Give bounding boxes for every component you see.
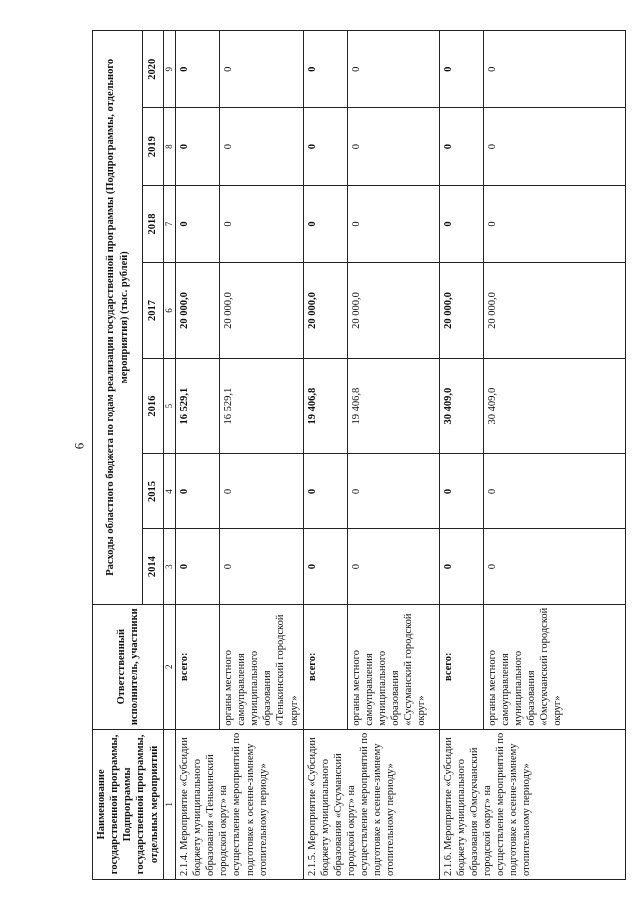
value-cell: 0 xyxy=(303,31,347,108)
value-cell: 0 xyxy=(347,185,439,262)
column-number: 6 xyxy=(163,263,175,359)
value-cell: 0 xyxy=(219,185,303,262)
value-cell: 0 xyxy=(483,185,625,262)
header-year: 2020 xyxy=(143,31,164,108)
value-cell: 0 xyxy=(175,185,219,262)
value-cell: 0 xyxy=(219,454,303,529)
executor-cell: органы местного самоуправления муниципального образования «Сусуманский городской округ» xyxy=(347,604,439,729)
header-year: 2015 xyxy=(143,454,164,529)
value-cell: 0 xyxy=(175,31,219,108)
value-cell: 0 xyxy=(347,108,439,185)
column-number: 5 xyxy=(163,358,175,454)
total-label: всего: xyxy=(175,604,219,729)
value-cell: 0 xyxy=(219,31,303,108)
value-cell: 0 xyxy=(439,185,483,262)
value-cell: 0 xyxy=(439,31,483,108)
value-cell: 0 xyxy=(347,529,439,604)
total-label: всего: xyxy=(439,604,483,729)
value-cell: 20 000,0 xyxy=(303,263,347,359)
executor-cell: органы местного самоуправления муниципального образования «Омсукчанский городской округ» xyxy=(483,604,625,729)
value-cell: 20 000,0 xyxy=(347,263,439,359)
value-cell: 20 000,0 xyxy=(439,263,483,359)
value-cell: 30 409,0 xyxy=(483,358,625,454)
value-cell: 20 000,0 xyxy=(219,263,303,359)
value-cell: 0 xyxy=(439,108,483,185)
value-cell: 0 xyxy=(347,31,439,108)
value-cell: 19 406,8 xyxy=(347,358,439,454)
page-number: 6 xyxy=(71,442,87,450)
value-cell: 0 xyxy=(219,529,303,604)
value-cell: 20 000,0 xyxy=(175,263,219,359)
column-number: 8 xyxy=(163,108,175,185)
value-cell: 30 409,0 xyxy=(439,358,483,454)
header-year: 2016 xyxy=(143,358,164,454)
header-year: 2018 xyxy=(143,185,164,262)
header-year: 2014 xyxy=(143,529,164,604)
column-number: 7 xyxy=(163,185,175,262)
value-cell: 0 xyxy=(303,529,347,604)
executor-cell: органы местного самоуправления муниципального образования «Тенькинский городской округ» xyxy=(219,604,303,729)
measure-cell: 2.1.4. Мероприятие «Субсидии бюджету муниципального образования «Тенькинский городской округ» на осуществление мероприятий по подготовке к осенне-зимнему отопительному периоду» xyxy=(175,729,303,879)
measure-cell: 2.1.6. Мероприятие «Субсидии бюджету муниципального образования «Омсукчанский городской округ» на осуществление мероприятий по подготовке к осенне-зимнему отопительному периоду» xyxy=(439,729,625,879)
value-cell: 19 406,8 xyxy=(303,358,347,454)
column-number: 3 xyxy=(163,529,175,604)
value-cell: 16 529,1 xyxy=(175,358,219,454)
value-cell: 0 xyxy=(303,108,347,185)
value-cell: 0 xyxy=(483,454,625,529)
column-number: 4 xyxy=(163,454,175,529)
table-row xyxy=(303,31,347,880)
value-cell: 0 xyxy=(483,529,625,604)
value-cell: 20 000,0 xyxy=(483,263,625,359)
column-number: 2 xyxy=(163,604,175,729)
header-year: 2019 xyxy=(143,108,164,185)
value-cell: 0 xyxy=(303,454,347,529)
table-row xyxy=(175,31,219,880)
value-cell: 0 xyxy=(347,454,439,529)
value-cell: 0 xyxy=(175,454,219,529)
column-number: 1 xyxy=(163,729,175,879)
rotated-table-wrapper xyxy=(92,30,604,880)
value-cell: 0 xyxy=(439,454,483,529)
header-year: 2017 xyxy=(143,263,164,359)
budget-table xyxy=(92,30,626,880)
value-cell: 0 xyxy=(439,529,483,604)
value-cell: 16 529,1 xyxy=(219,358,303,454)
header-executor: Ответственный исполнитель, участники xyxy=(93,604,164,729)
table-row xyxy=(439,31,483,880)
total-label: всего: xyxy=(303,604,347,729)
value-cell: 0 xyxy=(219,108,303,185)
header-expenses: Расходы областного бюджета по годам реализации государственной программы (Подпрограммы, отдельного мероприятия) (тыс. рублей) xyxy=(93,31,143,605)
value-cell: 0 xyxy=(483,108,625,185)
value-cell: 0 xyxy=(175,529,219,604)
column-number: 9 xyxy=(163,31,175,108)
header-name: Наименование государственной программы, Подпрограммы государственной программы, отдельных мероприятий xyxy=(93,729,164,879)
measure-cell: 2.1.5. Мероприятие «Субсидии бюджету муниципального образования «Сусуманский городской округ» на осуществление мероприятий по подготовке к осенне-зимнему отопительному периоду» xyxy=(303,729,439,879)
value-cell: 0 xyxy=(175,108,219,185)
value-cell: 0 xyxy=(483,31,625,108)
value-cell: 0 xyxy=(303,185,347,262)
